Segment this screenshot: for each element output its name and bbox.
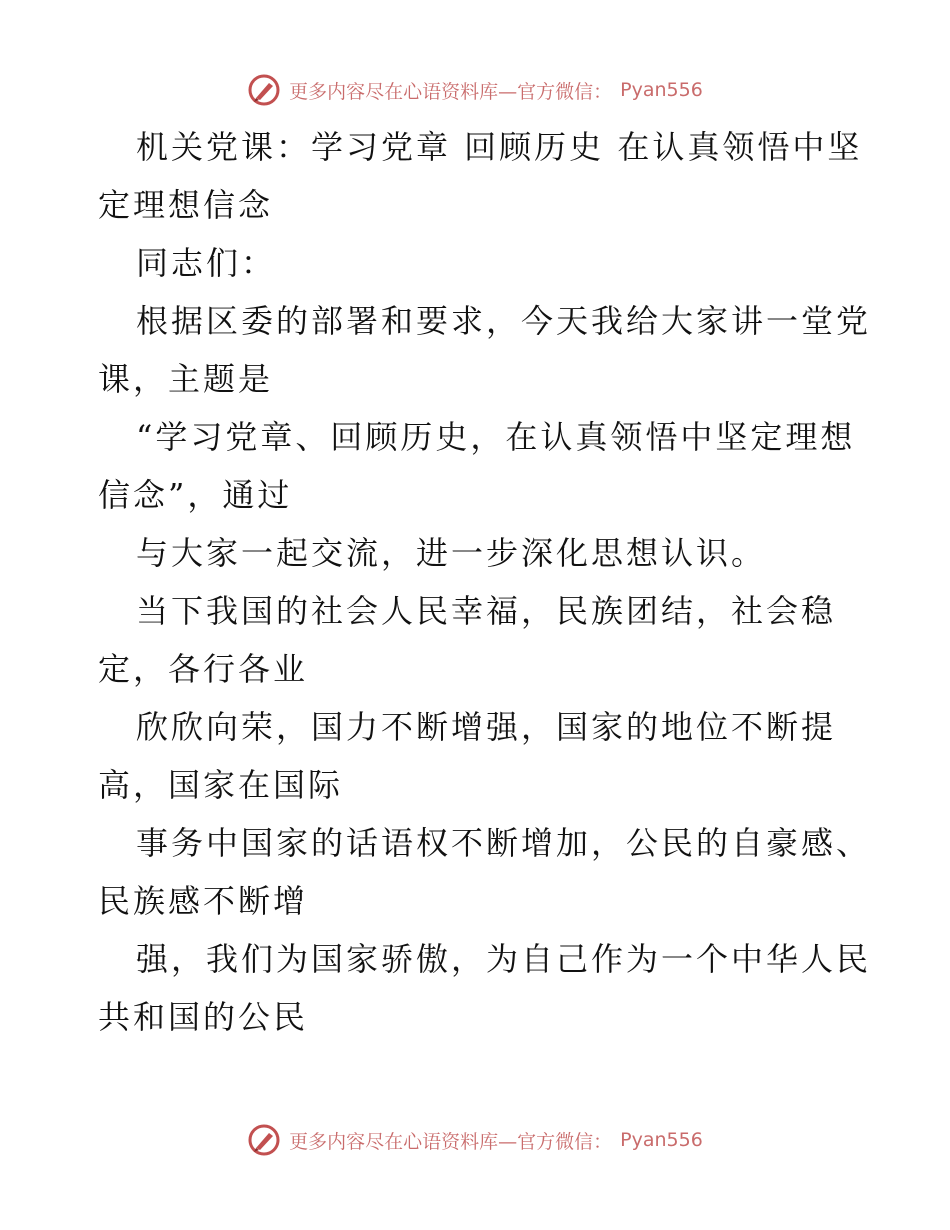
text-line: 当下我国的社会人民幸福，民族团结，社会稳 <box>136 592 837 630</box>
text-line: 根据区委的部署和要求，今天我给大家讲一堂党 <box>136 302 872 340</box>
text-line: “学习党章、回顾历史，在认真领悟中坚定理想 <box>136 418 856 456</box>
pen-logo-icon <box>247 1123 281 1157</box>
pen-logo-icon <box>247 73 281 107</box>
text-line: 信念”，通过 <box>98 476 293 514</box>
watermark-text: 更多内容尽在心语资料库—官方微信： <box>289 1130 613 1153</box>
text-line: 定，各行各业 <box>98 650 309 688</box>
text-line: 事务中国家的话语权不断增加，公民的自豪感、 <box>136 824 872 862</box>
text-line: 民族感不断增 <box>98 882 309 920</box>
text-line: 定理想信念 <box>98 186 274 224</box>
text-line: 同志们： <box>136 244 277 282</box>
text-line: 机关党课：学习党章 回顾历史 在认真领悟中坚 <box>136 128 863 166</box>
text-line: 欣欣向荣，国力不断增强，国家的地位不断提 <box>136 708 837 746</box>
footer-watermark <box>0 1120 950 1160</box>
document-body <box>98 118 872 1046</box>
watermark-handle: Pyan556 <box>620 1129 703 1151</box>
text-line: 高，国家在国际 <box>98 766 344 804</box>
text-line: 强，我们为国家骄傲，为自己作为一个中华人民 <box>136 940 872 978</box>
text-line: 课，主题是 <box>98 360 274 398</box>
watermark-handle: Pyan556 <box>620 79 703 101</box>
watermark-text: 更多内容尽在心语资料库—官方微信： <box>289 80 613 103</box>
text-line: 共和国的公民 <box>98 998 309 1036</box>
header-watermark <box>0 70 950 110</box>
text-line: 与大家一起交流，进一步深化思想认识。 <box>136 534 767 572</box>
